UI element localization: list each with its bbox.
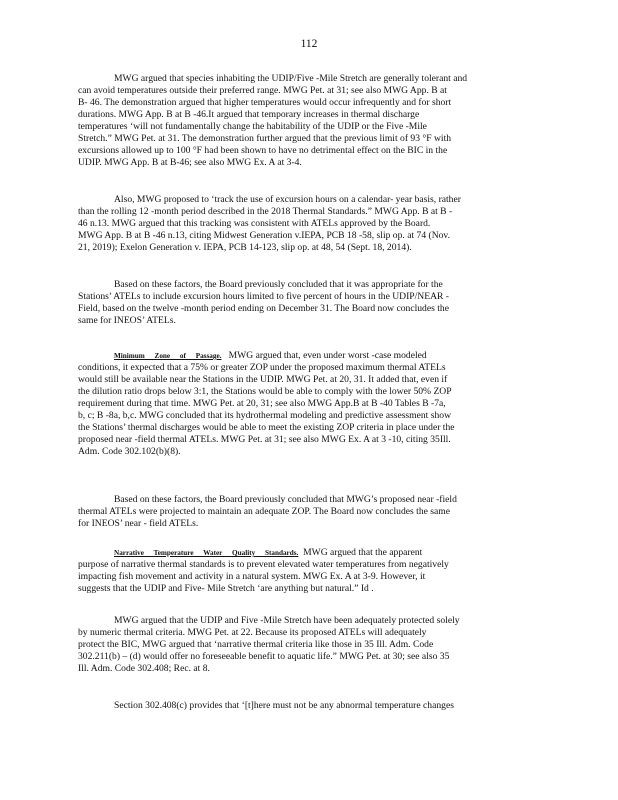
text-line: the dilution ratio drops below 3:1, the Stations would be able to comply with the lower 50% ZOP [78, 386, 452, 397]
text-line: 302.211(b) – (d) would offer no foreseeable benefit to aquatic life.” MWG Pet. at 30; see also 35 [78, 651, 450, 662]
text-line: requirement during that time. MWG Pet. at 20, 31; see also MWG App.B at B -40 Tables B -7a, [78, 398, 446, 409]
text-line: UDIP. MWG App. B at B-46; see also MWG Ex. A at 3-4. [78, 157, 302, 168]
text-line: thermal ATELs were projected to maintain an adequate ZOP. The Board now concludes the same [78, 506, 450, 517]
text-run: MWG argued that the apparent [303, 547, 423, 558]
paragraph-excursion-tracking [78, 194, 542, 254]
text-line: suggests that the UDIP and Five- Mile Stretch ‘are anything but natural.” Id . [78, 583, 374, 594]
text-line: same for INEOS’ ATELs. [78, 315, 176, 326]
page-number: 112 [300, 38, 318, 50]
text-line: durations. MWG App. B at B -46.It argued that temporary increases in thermal discharge [78, 109, 420, 120]
text-line: Section 302.408(c) provides that ‘[t]here must not be any abnormal temperature changes [114, 700, 454, 711]
text-line: Field, based on the twelve -month period ending on December 31. The Board now concludes the [78, 303, 449, 314]
text-run: MWG argued that, even under worst -case modeled [228, 350, 427, 361]
text-line: can avoid temperatures outside their preferred range. MWG Pet. at 31; see also MWG App. B at [78, 85, 447, 96]
text-line: Ill. Adm. Code 302.408; Rec. at 8. [78, 663, 210, 674]
text-line: would still be available near the Stations in the UDIP. MWG Pet. at 20, 31. It added that, even if [78, 374, 448, 385]
paragraph-numeric-criteria [78, 615, 542, 675]
text-line: 21, 2019); Exelon Generation v. IEPA, PCB 14-123, slip op. at 48, 54 (Sept. 18, 2014). [78, 242, 412, 253]
text-line: MWG argued that the UDIP and Five -Mile Stretch have been adequately protected solely [114, 615, 460, 626]
text-line: purpose of narrative thermal standards is to prevent elevated water temperatures from negatively [78, 559, 449, 570]
text-line: b, c; B -8a, b,c. MWG concluded that its hydrothermal modeling and predictive assessment show [78, 410, 452, 421]
text-line: Stations’ ATELs to include excursion hours limited to five percent of hours in the UDIP/NEAR - [78, 291, 449, 302]
text-line: than the rolling 12 -month period described in the 2018 Thermal Standards.” MWG App. B at B - [78, 206, 453, 217]
text-line: temperatures ‘will not fundamentally change the habitability of the UDIP or the Five -Mile [78, 121, 427, 132]
text-line: the Stations’ thermal discharges would be able to meet the existing ZOP criteria in place under the [78, 422, 455, 433]
text-line: MWG App. B at B -46 n.13, citing Midwest Generation v.IEPA, PCB 18 -58, slip op. at 74 (Nov. [78, 230, 451, 241]
text-line: excursions allowed up to 100 °F had been shown to have no detrimental effect on the BIC in the [78, 145, 448, 156]
text-line: Based on these factors, the Board previously concluded that MWG’s proposed near -field [114, 494, 457, 505]
text-line: impacting fish movement and activity in a natural system. MWG Ex. A at 3-9. However, it [78, 571, 426, 582]
text-line [78, 547, 542, 559]
text-line: Adm. Code 302.102(b)(8). [78, 446, 181, 457]
text-line: Also, MWG proposed to ‘track the use of excursion hours on a calendar- year basis, rather [114, 194, 461, 205]
text-line: MWG argued that species inhabiting the UDIP/Five -Mile Stretch are generally tolerant and [114, 73, 468, 84]
text-line: Stretch.” MWG Pet. at 31. The demonstration further argued that the previous limit of 93 °F with [78, 133, 452, 144]
text-line: proposed near -field thermal ATELs. MWG Pet. at 31; see also MWG Ex. A at 3 -10, citing 35Ill. [78, 434, 451, 445]
paragraph-section-302408 [78, 700, 542, 712]
text-line [78, 350, 542, 362]
text-line: B- 46. The demonstration argued that higher temperatures would occur infrequently and for short [78, 97, 452, 108]
text-line: by numeric thermal criteria. MWG Pet. at 22. Because its proposed ATELs will adequately [78, 627, 427, 638]
paragraph-narrative-standards [78, 547, 542, 595]
text-line: Based on these factors, the Board previously concluded that it was appropriate for the [114, 279, 443, 290]
paragraph-board-conclusion-zop [78, 494, 542, 530]
text-line: for INEOS’ near - field ATELs. [78, 518, 199, 529]
text-line: protect the BIC, MWG argued that ‘narrative thermal criteria like those in 35 Ill. Adm. Code [78, 639, 434, 650]
text-line: conditions, it expected that a 75% or greater ZOP under the proposed maximum thermal ATELs [78, 362, 446, 373]
paragraph-board-conclusion-excursion [78, 279, 542, 327]
paragraph-zone-of-passage [78, 350, 542, 458]
paragraph-species-tolerance [78, 73, 542, 169]
text-line: 46 n.13. MWG argued that this tracking was consistent with ATELs approved by the Board. [78, 218, 431, 229]
section-heading-narrative-standards: Narrative Temperature Water Quality Standards. [114, 549, 299, 557]
section-heading-zone-of-passage: Minimum Zone of Passage. [114, 352, 222, 360]
